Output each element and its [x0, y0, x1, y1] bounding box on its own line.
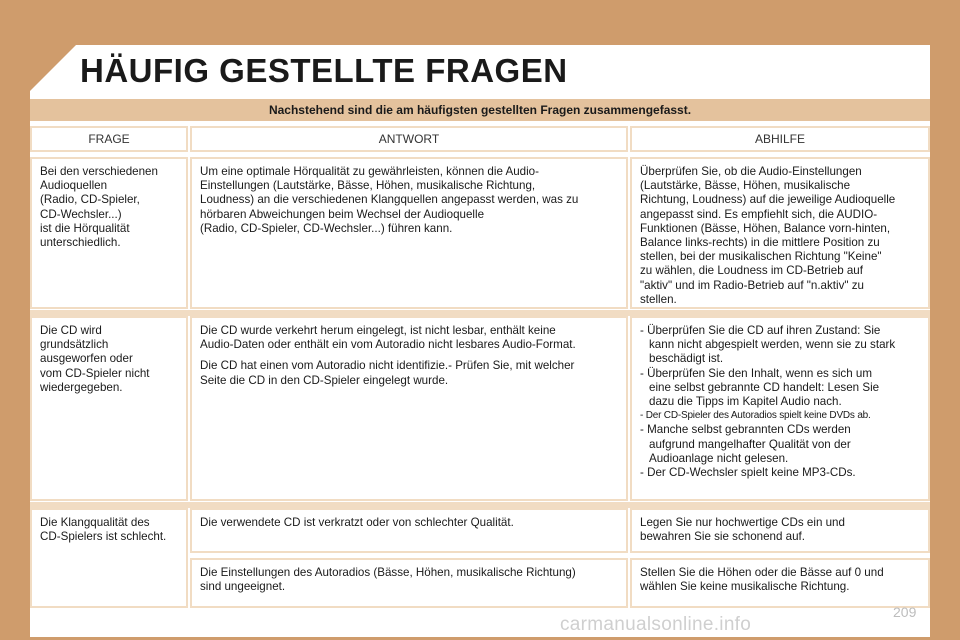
- list-item: - Überprüfen Sie den Inhalt, wenn es sich um eine selbst gebrannte CD handelt: Lesen Sie dazu die Tipps im Kapitel Audio nach.: [640, 366, 880, 409]
- header-antwort: [190, 126, 628, 152]
- row2-abhilfe-cell: [630, 316, 930, 501]
- row3a-abhilfe-text: Legen Sie nur hochwertige CDs ein und bewahren Sie sie schonend auf.: [640, 516, 845, 544]
- row2-antwort-para-2: Die CD hat einen vom Autoradio nicht identifizie.- Prüfen Sie, mit welcher Seite die CD in den CD-Spieler eingelegt wurde.: [200, 359, 575, 387]
- row3-frage-text: Die Klangqualität des CD-Spielers ist schlecht.: [40, 516, 167, 544]
- row1-abhilfe-text: Überprüfen Sie, ob die Audio-Einstellungen (Lautstärke, Bässe, Höhen, musikalische Richtung, Loudness) auf die jeweilige Audioquelle angepasst sind. Es empfiehlt sich, die AUDIO- Funktionen (Bässe, Höhen, Balance vorn-hinten, Balance links-rechts) in die mittlere Position zu stellen, bei der musikalischen Richtung "Keine" zu wählen, die Loudness im CD-Betrieb auf "aktiv" und im Radio-Betrieb auf "n.aktiv" zu stellen.: [640, 165, 896, 306]
- row3b-antwort-text: Die Einstellungen des Autoradios (Bässe, Höhen, musikalische Richtung) sind ungeeignet.: [200, 566, 576, 594]
- page-title: HÄUFIG GESTELLTE FRAGEN: [80, 52, 568, 89]
- subtitle-text: Nachstehend sind die am häufigsten gestellten Fragen zusammengefasst.: [268, 103, 692, 117]
- row1-antwort-text: Um eine optimale Hörqualität zu gewährleisten, können die Audio- Einstellungen (Lautstärke, Bässe, Höhen, musikalische Richtung, Loudness) an die verschiedenen Klangquellen angepasst werden, was zu hörbaren Abweichungen beim Wechsel der Audioquelle (Radio, CD-Spieler, CD-Wechsler...) führen kann.: [200, 165, 579, 235]
- header-frage: [30, 126, 188, 152]
- page-corner-cut: [30, 45, 76, 91]
- watermark-text: carmanualsonline.info: [560, 614, 752, 635]
- row3b-abhilfe-text: Stellen Sie die Höhen oder die Bässe auf 0 und wählen Sie keine musikalische Richtung.: [640, 566, 884, 594]
- row2-frage-cell: [30, 316, 188, 501]
- row1-abhilfe-cell: [630, 157, 930, 309]
- row3a-abhilfe-cell: [630, 508, 930, 553]
- row1-antwort-cell: [190, 157, 628, 309]
- row3b-abhilfe-cell: [630, 558, 930, 608]
- row3b-antwort-cell: [190, 558, 628, 608]
- page-number: 209: [893, 604, 917, 620]
- row2-frage-text: Die CD wird grundsätzlich ausgeworfen oder vom CD-Spieler nicht wiedergegeben.: [40, 324, 150, 394]
- subtitle-bar: [30, 99, 930, 121]
- list-item: - Manche selbst gebrannten CDs werden aufgrund mangelhafter Qualität von der Audioanlage nicht gelesen.: [640, 423, 851, 465]
- header-frage-label: FRAGE: [88, 132, 130, 146]
- row2-abhilfe-list: [640, 324, 920, 480]
- list-item: - Überprüfen Sie die CD auf ihren Zustand: Sie kann nicht abgespielt werden, wenn sie zu stark beschädigt ist.: [640, 324, 896, 366]
- row3a-antwort-cell: [190, 508, 628, 553]
- row3a-antwort-text: Die verwendete CD ist verkratzt oder von schlechter Qualität.: [200, 516, 514, 529]
- header-abhilfe-label: ABHILFE: [754, 132, 805, 146]
- row3-frage-cell: [30, 508, 188, 608]
- row2-antwort-para-1: Die CD wurde verkehrt herum eingelegt, ist nicht lesbar, enthält keine Audio-Daten oder enthält ein vom Autoradio nicht lesbares Audio-Format.: [200, 324, 576, 352]
- header-antwort-label: ANTWORT: [378, 132, 440, 146]
- row2-antwort-cell: [190, 316, 628, 501]
- list-item: - Der CD-Spieler des Autoradios spielt keine DVDs ab.: [640, 410, 871, 422]
- row1-frage-text: Bei den verschiedenen Audioquellen (Radio, CD-Spieler, CD-Wechsler...) ist die Hörqualität unterschiedlich.: [40, 165, 158, 250]
- list-item: - Der CD-Wechsler spielt keine MP3-CDs.: [640, 466, 856, 480]
- row1-frage-cell: [30, 157, 188, 309]
- header-abhilfe: [630, 126, 930, 152]
